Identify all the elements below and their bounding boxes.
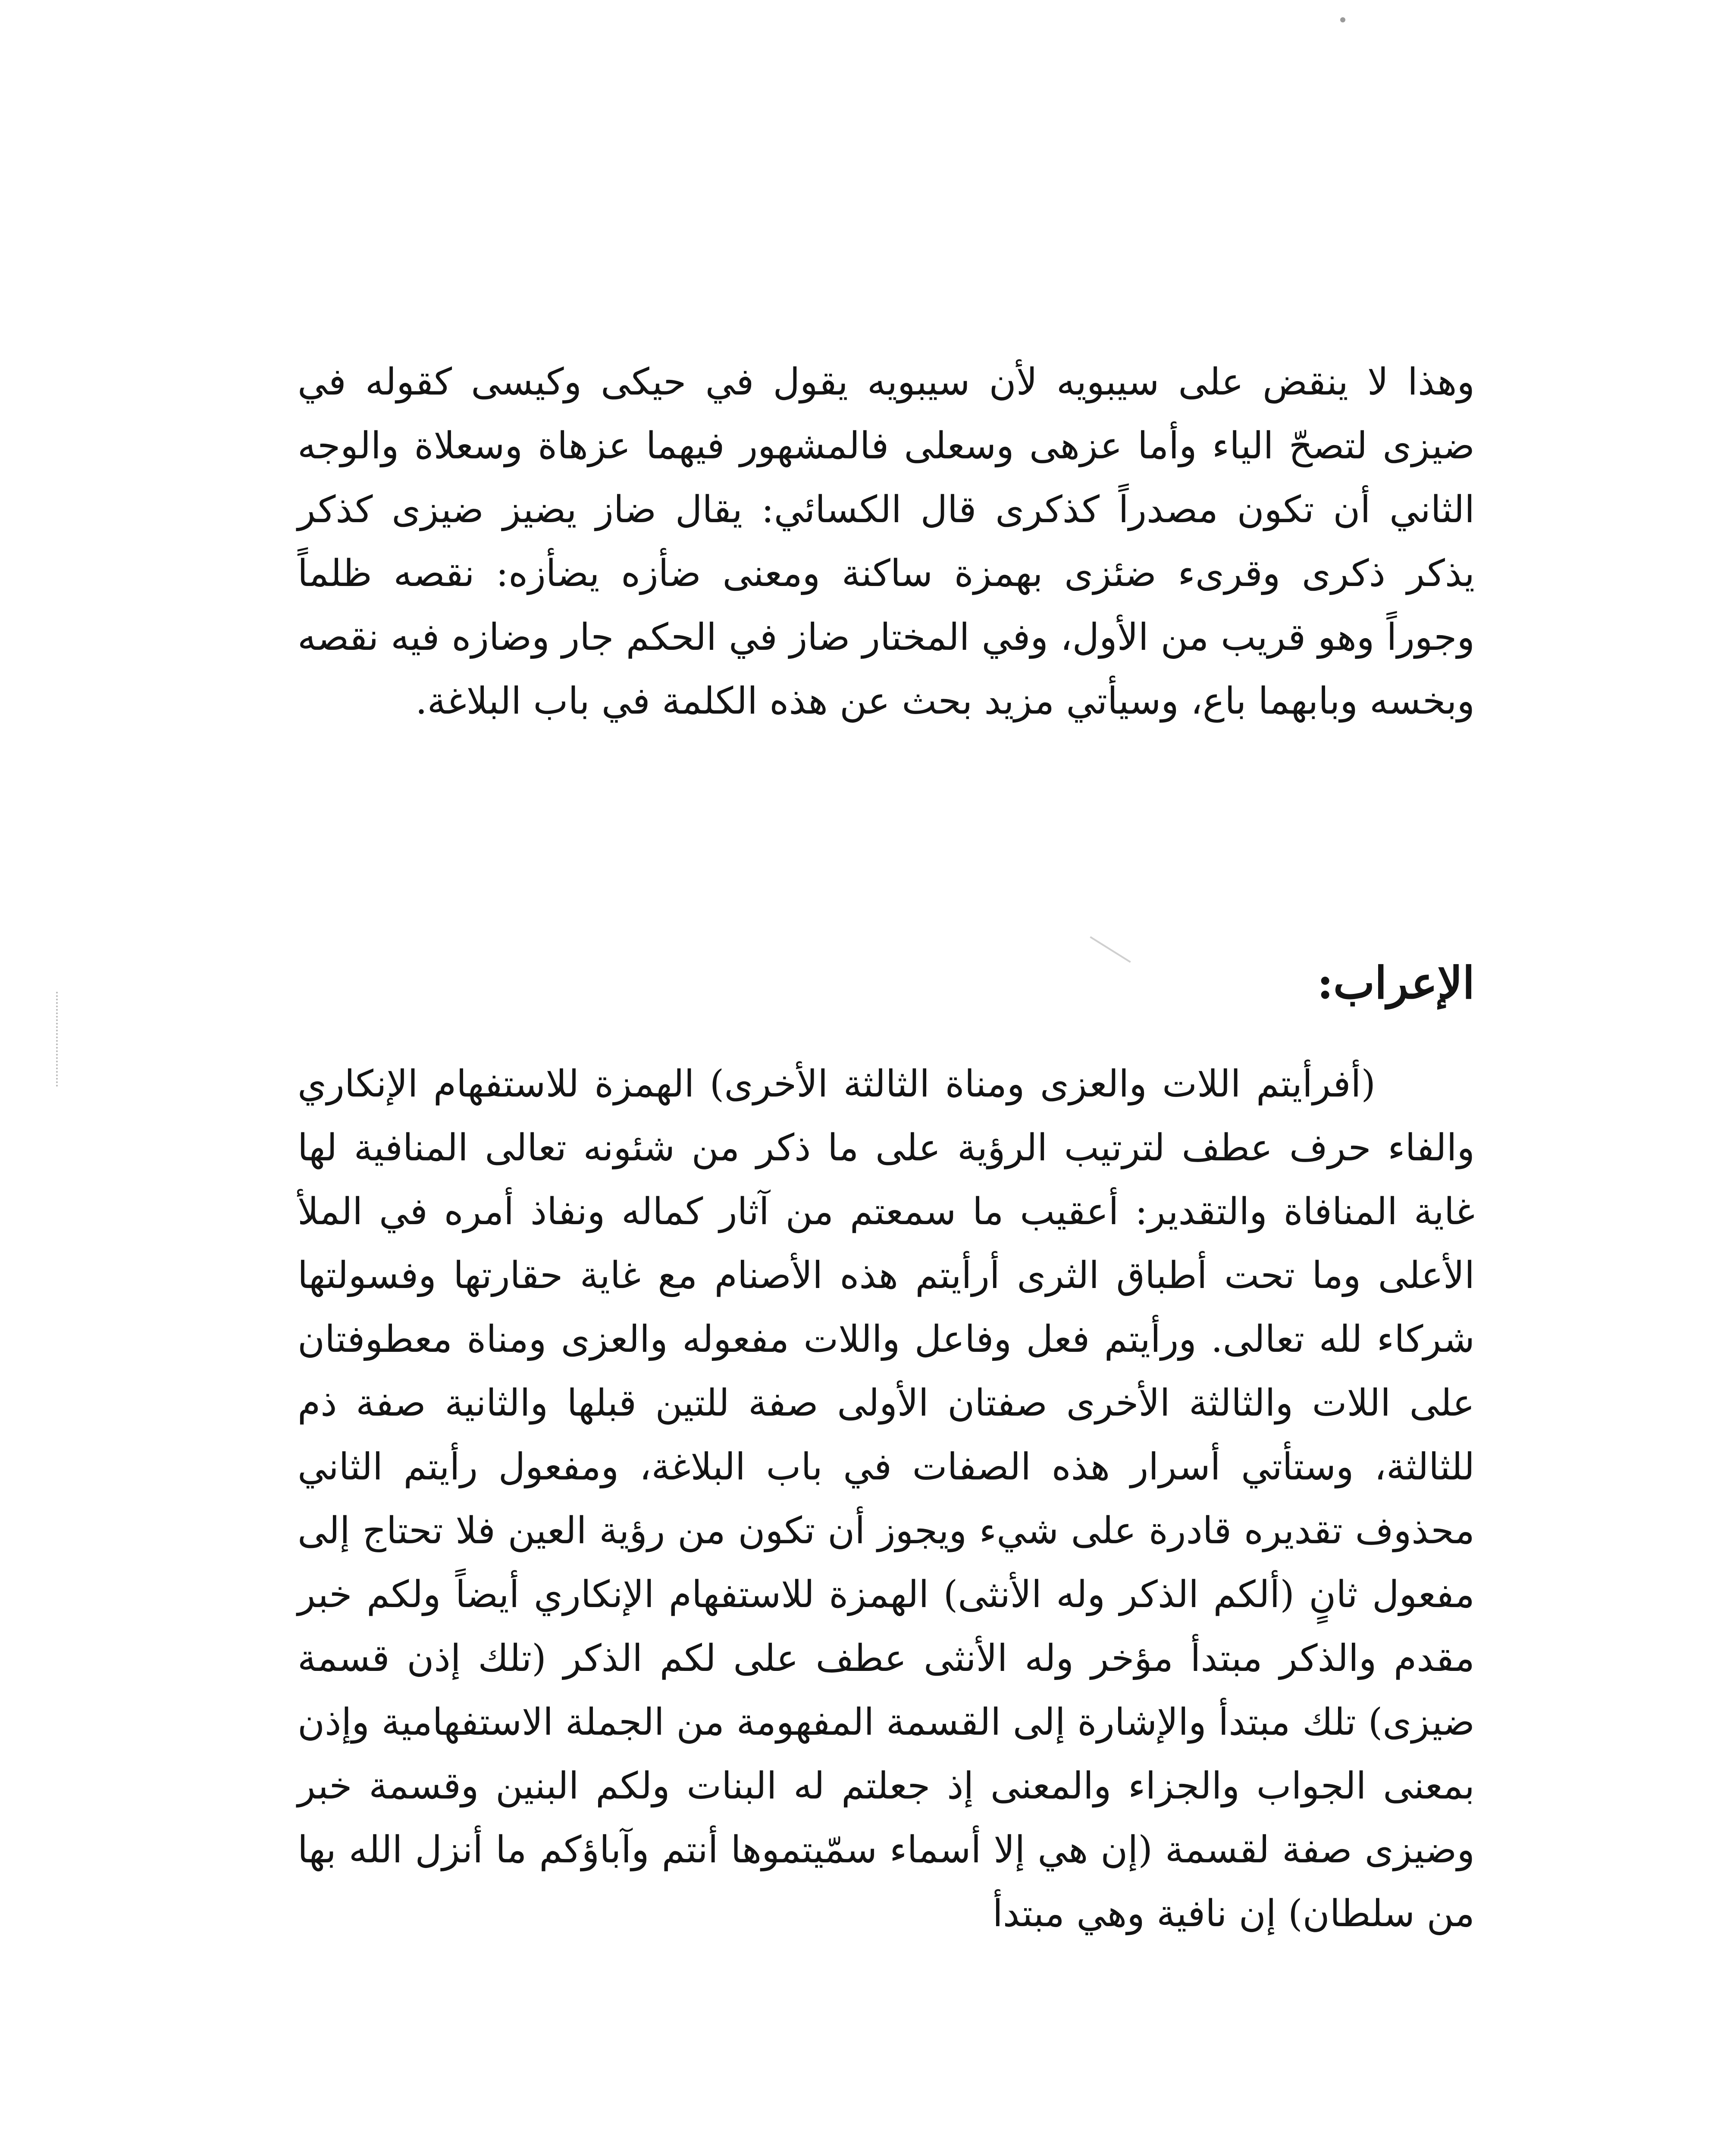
- section-heading-irab: الإعراب:: [1317, 957, 1475, 1009]
- paragraph-irab: (أفرأيتم اللات والعزى ومناة الثالثة الأخرى) الهمزة للاستفهام الإنكاري والفاء حرف عطف لترتيب الرؤية على ما ذكر من شئونه تعالى المنافية لها غاية المنافاة والتقدير: أعقيب ما سمعتم من آثار كماله ونفاذ أمره في الملأ الأعلى وما تحت أطباق الثرى أرأيتم هذه الأصنام مع غاية حقارتها وفسولتها شركاء لله تعالى. ورأيتم فعل وفاعل واللات مفعوله والعزى ومناة معطوفتان على اللات والثالثة الأخرى صفتان الأولى صفة للتين قبلها والثانية صفة ذم للثالثة، وستأتي أسرار هذه الصفات في باب البلاغة، ومفعول رأيتم الثاني محذوف تقديره قادرة على شيء ويجوز أن تكون من رؤية العين فلا تحتاج إلى مفعول ثانٍ (ألكم الذكر وله الأنثى) الهمزة للاستفهام الإنكاري أيضاً ولكم خبر مقدم والذكر مبتدأ مؤخر وله الأنثى عطف على لكم الذكر (تلك إذن قسمة ضيزى) تلك مبتدأ والإشارة إلى القسمة المفهومة من الجملة الاستفهامية وإذن بمعنى الجواب والجزاء والمعنى إذ جعلتم له البنات ولكم البنين وقسمة خبر وضيزى صفة لقسمة (إن هي إلا أسماء سمّيتموها أنتم وآباؤكم ما أنزل الله بها من سلطان) إن نافية وهي مبتدأ: [298, 1062, 1475, 1935]
- paragraph-word-explanation: وهذا لا ينقض على سيبويه لأن سيبويه يقول في حيكى وكيسى كقوله في ضيزى لتصحّ الياء وأما عزهى وسعلى فالمشهور فيهما عزهاة وسعلاة والوجه الثاني أن تكون مصدراً كذكرى قال الكسائي: يقال ضاز يضيز ضيزى كذكر يذكر ذكرى وقرىء ضئزى بهمزة ساكنة ومعنى ضأزه يضأزه: نقصه ظلماً وجوراً وهو قريب من الأول، وفي المختار ضاز في الحكم جار وضازه فيه نقصه وبخسه وبابهما باع، وسيأتي مزيد بحث عن هذه الكلمة في باب البلاغة.: [298, 360, 1475, 723]
- edge-marks: [56, 992, 75, 1087]
- faint-stroke: [1090, 936, 1131, 963]
- ink-speck: [1340, 17, 1345, 22]
